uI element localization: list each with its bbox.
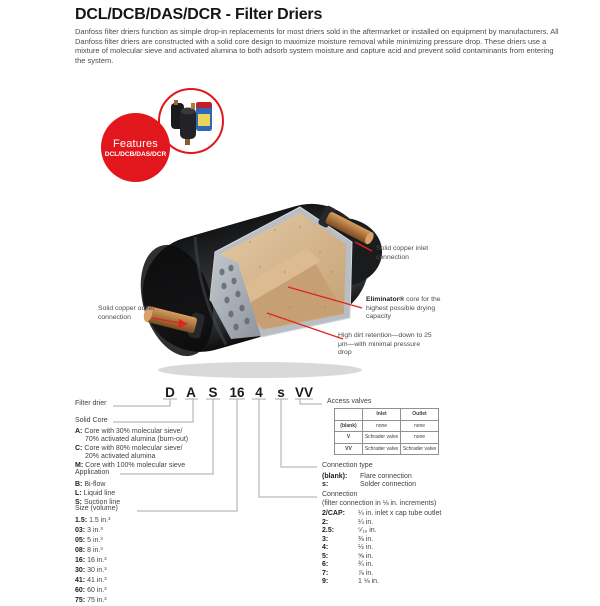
part-code-char-a: A — [186, 385, 196, 400]
item-text: Core with 30% molecular sieve/ — [84, 427, 183, 435]
item-code: C: — [75, 444, 83, 452]
item-code: S: — [75, 498, 82, 506]
item-code: M: — [75, 461, 84, 469]
item-code: L: — [75, 489, 82, 497]
connection-item — [322, 561, 441, 570]
connection-list — [322, 510, 441, 587]
size-item — [75, 556, 118, 566]
valve-row-outlet: none — [401, 432, 439, 444]
item-text: 30 in.³ — [87, 566, 107, 574]
item-text: Flare connection — [360, 472, 412, 480]
item-text: Suction line — [84, 498, 121, 506]
connection-item — [322, 570, 441, 579]
connection-item — [322, 578, 441, 587]
item-code: 7: — [322, 569, 329, 577]
size-item — [75, 536, 118, 546]
callout-eliminator-text: core for the highest possible drying capacity — [366, 296, 441, 321]
part-code-char-solder: s — [277, 385, 285, 400]
item-code: 41: — [75, 576, 86, 584]
valve-col-blank — [335, 409, 363, 421]
connection-section — [322, 491, 441, 587]
item-text: ⁵⁄₁₆ in. — [358, 527, 377, 535]
valve-table-row — [335, 443, 439, 455]
part-code-char-4: 4 — [255, 385, 263, 400]
part-code-char-d: D — [165, 385, 175, 400]
copper-stub-icon — [185, 139, 190, 145]
item-text: ½ in. — [358, 544, 374, 552]
size-item — [75, 546, 118, 556]
valve-row-inlet: Schrader valve — [363, 432, 401, 444]
copper-stub-icon — [191, 103, 195, 109]
connection-type-section — [322, 462, 416, 490]
access-valves-table — [334, 408, 439, 455]
item-code: 4: — [322, 544, 329, 552]
item-text: ¼ in. inlet x cap tube outlet — [358, 510, 442, 518]
item-code: 30: — [75, 566, 86, 574]
callout-eliminator-brand: Eliminator® — [366, 296, 405, 303]
intro-paragraph: Danfoss filter driers function as simple drop-in replacements for most driers sold in the aftermarket or installed on equipment by manufacturers. All Danfoss filter driers are constructed with a solid core design to maximize moisture removal while minimizing pressure drop. These driers use a mixture of molecular sieve and activated alumina to both adsorb system moisture and capture acid and prevent solid contaminants from entering the system. — [75, 27, 559, 65]
features-badge-label: Features — [112, 137, 158, 150]
canister-cap — [196, 102, 212, 108]
item-code: 16: — [75, 556, 86, 564]
page-title: DCL/DCB/DAS/DCR - Filter Driers — [75, 6, 323, 23]
solid-core-item — [75, 428, 188, 437]
item-code: 2/CAP: — [322, 510, 345, 518]
connection-item — [322, 536, 441, 545]
item-text: Solder connection — [360, 481, 417, 489]
valve-row-code: VV — [335, 443, 363, 455]
connection-item — [322, 527, 441, 536]
item-text: 20% activated alumina — [85, 453, 156, 461]
item-code: 2.5: — [322, 527, 335, 535]
size-section — [75, 505, 118, 606]
valve-row-outlet: Schrader valve — [401, 443, 439, 455]
item-code: 08: — [75, 546, 86, 554]
item-code: 75: — [75, 596, 86, 604]
valve-table-body — [335, 420, 439, 455]
solid-core-item — [75, 445, 188, 454]
valve-col-inlet: Inlet — [363, 409, 401, 421]
part-code-char-s: S — [208, 385, 218, 400]
item-code: A: — [75, 427, 83, 435]
size-item — [75, 576, 118, 586]
item-text: ¾ in. — [358, 561, 374, 569]
drop-shadow — [158, 362, 362, 378]
valve-col-outlet: Outlet — [401, 409, 439, 421]
valve-row-code: (blank) — [335, 420, 363, 432]
item-code: 05: — [75, 536, 86, 544]
item-text: ⅝ in. — [358, 552, 374, 560]
valve-table-row — [335, 420, 439, 432]
features-badge-models: DCL/DCB/DAS/DCR — [104, 150, 167, 158]
item-text: ⅜ in. — [358, 535, 374, 543]
connection-type-list — [322, 473, 416, 490]
item-text: ⅞ in. — [358, 569, 374, 577]
connection-type-item — [322, 473, 416, 482]
item-text: Bi-flow — [84, 480, 106, 488]
size-item — [75, 566, 118, 576]
application-item — [75, 489, 120, 498]
filter-drier-label: Filter drier — [75, 400, 107, 407]
item-text: 60 in.³ — [87, 586, 107, 594]
connection-type-item — [322, 481, 416, 490]
application-item — [75, 480, 120, 489]
callout-high-dirt: High dirt retention—down to 25 μm—with minimal pressure drop — [338, 332, 432, 357]
valve-table-header — [335, 409, 439, 421]
connection-item — [322, 544, 441, 553]
solid-core-item — [75, 453, 188, 462]
canister-label — [198, 114, 210, 126]
item-text: ¼ in. — [358, 518, 374, 526]
connection-heading: Connection — [322, 491, 358, 498]
item-code: 3: — [322, 535, 329, 543]
solid-core-list — [75, 428, 188, 471]
item-code: s: — [322, 481, 329, 489]
connection-item — [322, 553, 441, 562]
item-code: 03: — [75, 526, 86, 534]
item-text: 1.5 in.³ — [89, 516, 111, 524]
part-code-char-16: 16 — [229, 385, 245, 400]
solid-core-section — [75, 417, 188, 471]
item-code: 6: — [322, 561, 329, 569]
solid-core-heading: Solid Core — [75, 417, 108, 424]
item-text: 5 in.³ — [87, 536, 103, 544]
item-text: Liquid line — [83, 489, 116, 497]
connection-item — [322, 519, 441, 528]
size-heading: Size (volume) — [75, 505, 118, 512]
valve-row-inlet: none — [363, 420, 401, 432]
valve-row-code: V — [335, 432, 363, 444]
item-code: 60: — [75, 586, 86, 594]
solid-core-item — [75, 436, 188, 445]
access-valves-heading: Access valves — [327, 398, 372, 405]
item-code: (blank): — [322, 472, 348, 480]
callout-outlet: Solid copper outlet connection — [98, 305, 155, 321]
item-text: 75 in.³ — [87, 596, 107, 604]
item-code: B: — [75, 480, 83, 488]
size-item — [75, 516, 118, 526]
application-heading: Application — [75, 469, 110, 476]
part-code-char-vv: VV — [294, 385, 314, 400]
item-text: 3 in.³ — [87, 526, 103, 534]
item-text: 70% activated alumina (burn-out) — [85, 436, 189, 444]
item-text: 41 in.³ — [87, 576, 107, 584]
item-code: 2: — [322, 518, 329, 526]
item-text: 8 in.³ — [87, 546, 103, 554]
item-code: 1.5: — [75, 516, 88, 524]
connection-note: (filter connection in ⅛ in. increments) — [322, 499, 437, 507]
application-list — [75, 480, 120, 507]
valve-row-outlet: none — [401, 420, 439, 432]
size-item — [75, 596, 118, 606]
callout-inlet: Solid copper inlet connection — [376, 245, 429, 261]
item-text: 16 in.³ — [87, 556, 107, 564]
connection-type-heading: Connection type — [322, 462, 373, 469]
copper-stub-icon — [174, 100, 178, 105]
size-list — [75, 516, 118, 606]
size-item — [75, 586, 118, 596]
callout-eliminator — [366, 296, 452, 322]
item-code: 5: — [322, 552, 329, 560]
connection-item — [322, 510, 441, 519]
valve-row-inlet: Schrader valve — [363, 443, 401, 455]
features-badge — [101, 113, 170, 182]
item-text: Core with 80% molecular sieve/ — [84, 444, 183, 452]
item-text: Core with 100% molecular sieve — [85, 461, 186, 469]
valve-table-row — [335, 432, 439, 444]
application-section — [75, 469, 120, 507]
size-item — [75, 526, 118, 536]
item-text: 1 ⅛ in. — [358, 578, 380, 586]
item-code: 9: — [322, 578, 329, 586]
